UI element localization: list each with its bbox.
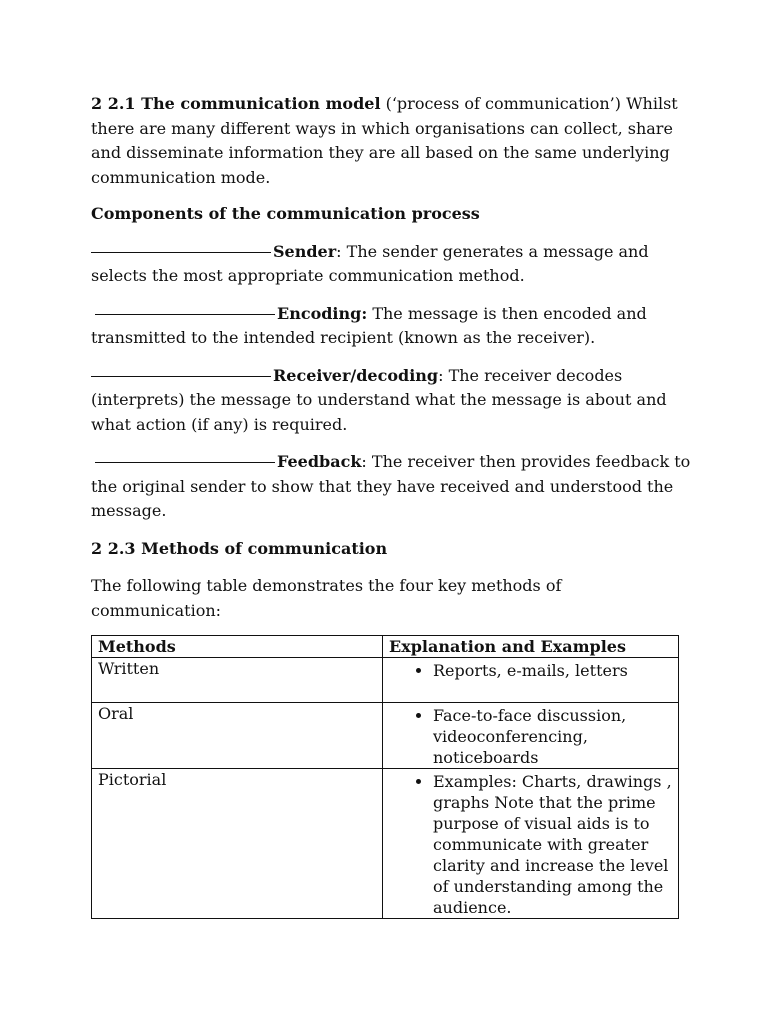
fill-in-blank-line bbox=[91, 251, 271, 253]
components-heading-text: Components of the communication process bbox=[91, 204, 480, 223]
method-cell: Oral bbox=[92, 703, 383, 769]
table-row bbox=[92, 769, 679, 919]
explanation-list bbox=[389, 705, 672, 768]
components-heading bbox=[91, 202, 691, 227]
list-item: • Examples: Charts, drawings , graphs Note that the prime purpose of visual aids is to communicate with greater clarity and increase the level of understanding among the audience. bbox=[433, 771, 672, 918]
component-separator: : bbox=[361, 452, 367, 471]
explanation-cell bbox=[383, 658, 679, 703]
table-row bbox=[92, 703, 679, 769]
document-content bbox=[91, 92, 691, 919]
list-item: • Face-to-face discussion, videoconferencing, noticeboards bbox=[433, 705, 672, 768]
methods-intro: The following table demonstrates the four key methods of communication: bbox=[91, 576, 562, 620]
explanation-list bbox=[389, 660, 672, 681]
table-header-row bbox=[92, 636, 679, 658]
explanation-cell bbox=[383, 703, 679, 769]
table-header-cell: Methods bbox=[92, 636, 383, 658]
component-receiver-decoding bbox=[91, 364, 691, 438]
fill-in-blank-line bbox=[95, 313, 275, 315]
fill-in-blank-line bbox=[95, 461, 275, 463]
section-heading-communication-model: 2 2.1 The communication model bbox=[91, 94, 381, 113]
communication-model-paragraph bbox=[91, 92, 691, 190]
component-term: Sender bbox=[273, 241, 337, 261]
fill-in-blank-line bbox=[91, 375, 271, 377]
methods-heading bbox=[91, 537, 691, 562]
component-separator: : bbox=[336, 241, 342, 261]
table-header-cell: Explanation and Examples bbox=[383, 636, 679, 658]
communication-model-text: (‘process of communication’) Whilst there are many different ways in which organisations can collect, share and disseminate information they are all based on the same underlying communication mode. bbox=[91, 94, 678, 187]
table-row bbox=[92, 658, 679, 703]
methods-heading-text: 2 2.3 Methods of communication bbox=[91, 538, 388, 558]
methods-table bbox=[91, 635, 679, 919]
component-description: The receiver then provides feedback to the original sender to show that they have received and understood the message. bbox=[91, 452, 691, 520]
component-term: Encoding: bbox=[277, 303, 368, 323]
component-term: Receiver/decoding bbox=[273, 365, 439, 385]
list-item: • Reports, e-mails, letters bbox=[433, 660, 672, 681]
explanation-list bbox=[389, 771, 672, 918]
component-feedback bbox=[91, 450, 691, 524]
component-term: Feedback bbox=[277, 452, 362, 471]
component-description: The receiver decodes (interprets) the message to understand what the message is about and what action (if any) is required. bbox=[91, 365, 667, 434]
component-sender bbox=[91, 240, 691, 289]
component-separator: : bbox=[438, 365, 444, 385]
method-cell: Written bbox=[92, 658, 383, 703]
component-description: The message is then encoded and transmitted to the intended recipient (known as the receiver). bbox=[91, 303, 647, 347]
component-description: The sender generates a message and selects the most appropriate communication method. bbox=[91, 241, 649, 285]
explanation-cell bbox=[383, 769, 679, 919]
method-cell: Pictorial bbox=[92, 769, 383, 919]
component-encoding bbox=[91, 302, 691, 351]
